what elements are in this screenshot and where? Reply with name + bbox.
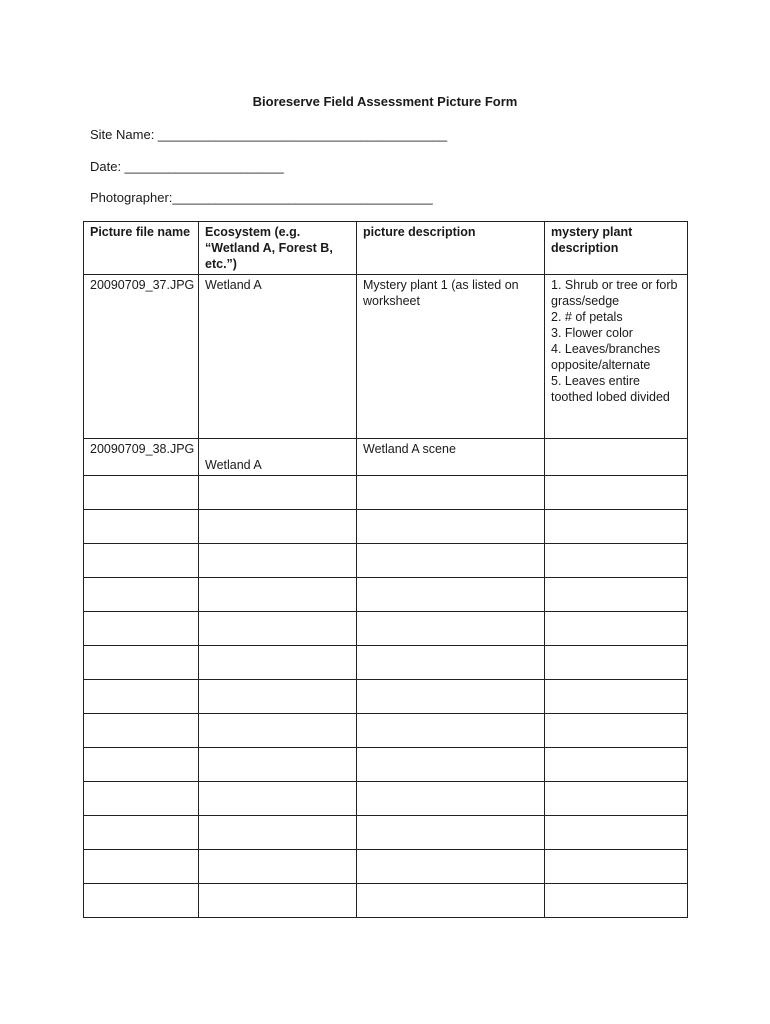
table-row: [84, 748, 688, 782]
file-name-cell[interactable]: [84, 510, 199, 544]
table-row: [84, 439, 688, 476]
file-name-cell[interactable]: [84, 680, 199, 714]
file-name-cell[interactable]: [84, 646, 199, 680]
mystery-plant-cell[interactable]: [545, 646, 688, 680]
description-cell[interactable]: [357, 850, 545, 884]
mystery-plant-cell[interactable]: [545, 748, 688, 782]
description-cell[interactable]: [357, 816, 545, 850]
mystery-item: 1. Shrub or tree or forb grass/sedge: [551, 278, 678, 308]
ecosystem-cell[interactable]: [199, 748, 357, 782]
description-cell[interactable]: [357, 782, 545, 816]
description-cell[interactable]: [357, 748, 545, 782]
description-cell[interactable]: Mystery plant 1 (as listed on worksheet: [357, 275, 545, 439]
picture-table: [83, 221, 688, 918]
mystery-plant-cell[interactable]: [545, 578, 688, 612]
table-row: [84, 884, 688, 918]
mystery-plant-cell[interactable]: [545, 612, 688, 646]
mystery-plant-cell[interactable]: [545, 510, 688, 544]
file-name-cell[interactable]: [84, 816, 199, 850]
description-cell[interactable]: [357, 544, 545, 578]
ecosystem-cell[interactable]: [199, 510, 357, 544]
ecosystem-cell[interactable]: [199, 782, 357, 816]
table-row: [84, 476, 688, 510]
table-row: [84, 510, 688, 544]
file-name-cell[interactable]: [84, 612, 199, 646]
description-cell[interactable]: [357, 646, 545, 680]
file-name-cell[interactable]: [84, 884, 199, 918]
mystery-plant-cell[interactable]: [545, 816, 688, 850]
file-name-cell[interactable]: 20090709_37.JPG: [84, 275, 199, 439]
table-row: [84, 782, 688, 816]
description-cell[interactable]: [357, 714, 545, 748]
site-name-field[interactable]: Site Name: ________________________________________: [90, 127, 448, 142]
header-ecosystem: Ecosystem (e.g. “Wetland A, Forest B, etc.”): [199, 222, 357, 275]
mystery-plant-cell[interactable]: [545, 544, 688, 578]
form-title: Bioreserve Field Assessment Picture Form: [252, 94, 518, 109]
file-name-cell[interactable]: [84, 714, 199, 748]
mystery-plant-cell[interactable]: [545, 439, 688, 476]
table-row: [84, 612, 688, 646]
ecosystem-cell[interactable]: [199, 578, 357, 612]
mystery-item: 3. Flower color: [551, 326, 633, 340]
file-name-cell[interactable]: [84, 850, 199, 884]
mystery-plant-cell[interactable]: [545, 884, 688, 918]
photographer-field[interactable]: Photographer:____________________________________: [90, 190, 433, 205]
table-header-row: [84, 222, 688, 275]
mystery-item: 2. # of petals: [551, 310, 623, 324]
ecosystem-cell[interactable]: [199, 714, 357, 748]
table-row: [84, 544, 688, 578]
description-cell[interactable]: Wetland A scene: [357, 439, 545, 476]
table-row: [84, 646, 688, 680]
table-row: [84, 275, 688, 439]
header-picture-description: picture description: [357, 222, 545, 275]
mystery-plant-cell[interactable]: [545, 476, 688, 510]
mystery-plant-cell[interactable]: [545, 850, 688, 884]
table-row: [84, 816, 688, 850]
ecosystem-cell[interactable]: [199, 850, 357, 884]
ecosystem-cell[interactable]: [199, 439, 357, 476]
mystery-item: 5. Leaves entire toothed lobed divided: [551, 374, 670, 404]
table-row: [84, 850, 688, 884]
description-cell[interactable]: [357, 578, 545, 612]
file-name-cell[interactable]: [84, 748, 199, 782]
ecosystem-cell[interactable]: [199, 816, 357, 850]
ecosystem-cell[interactable]: [199, 680, 357, 714]
table-row: [84, 680, 688, 714]
ecosystem-cell[interactable]: [199, 612, 357, 646]
ecosystem-cell[interactable]: [199, 884, 357, 918]
mystery-plant-cell[interactable]: [545, 275, 688, 439]
table-row: [84, 578, 688, 612]
description-cell[interactable]: [357, 612, 545, 646]
ecosystem-cell[interactable]: [199, 544, 357, 578]
description-cell[interactable]: [357, 680, 545, 714]
description-cell[interactable]: [357, 476, 545, 510]
header-picture-file-name: Picture file name: [84, 222, 199, 275]
description-cell[interactable]: [357, 884, 545, 918]
file-name-cell[interactable]: [84, 544, 199, 578]
ecosystem-cell[interactable]: Wetland A: [199, 275, 357, 439]
ecosystem-cell[interactable]: [199, 646, 357, 680]
description-cell[interactable]: [357, 510, 545, 544]
file-name-cell[interactable]: 20090709_38.JPG: [84, 439, 199, 476]
ecosystem-text: Wetland A: [205, 458, 262, 472]
header-mystery-plant-description: mystery plant description: [545, 222, 688, 275]
file-name-cell[interactable]: [84, 578, 199, 612]
mystery-plant-cell[interactable]: [545, 714, 688, 748]
mystery-plant-cell[interactable]: [545, 680, 688, 714]
date-field[interactable]: Date: ______________________: [90, 159, 284, 174]
file-name-cell[interactable]: [84, 476, 199, 510]
mystery-plant-cell[interactable]: [545, 782, 688, 816]
table-row: [84, 714, 688, 748]
mystery-item: 4. Leaves/branches opposite/alternate: [551, 342, 661, 372]
ecosystem-cell[interactable]: [199, 476, 357, 510]
file-name-cell[interactable]: [84, 782, 199, 816]
